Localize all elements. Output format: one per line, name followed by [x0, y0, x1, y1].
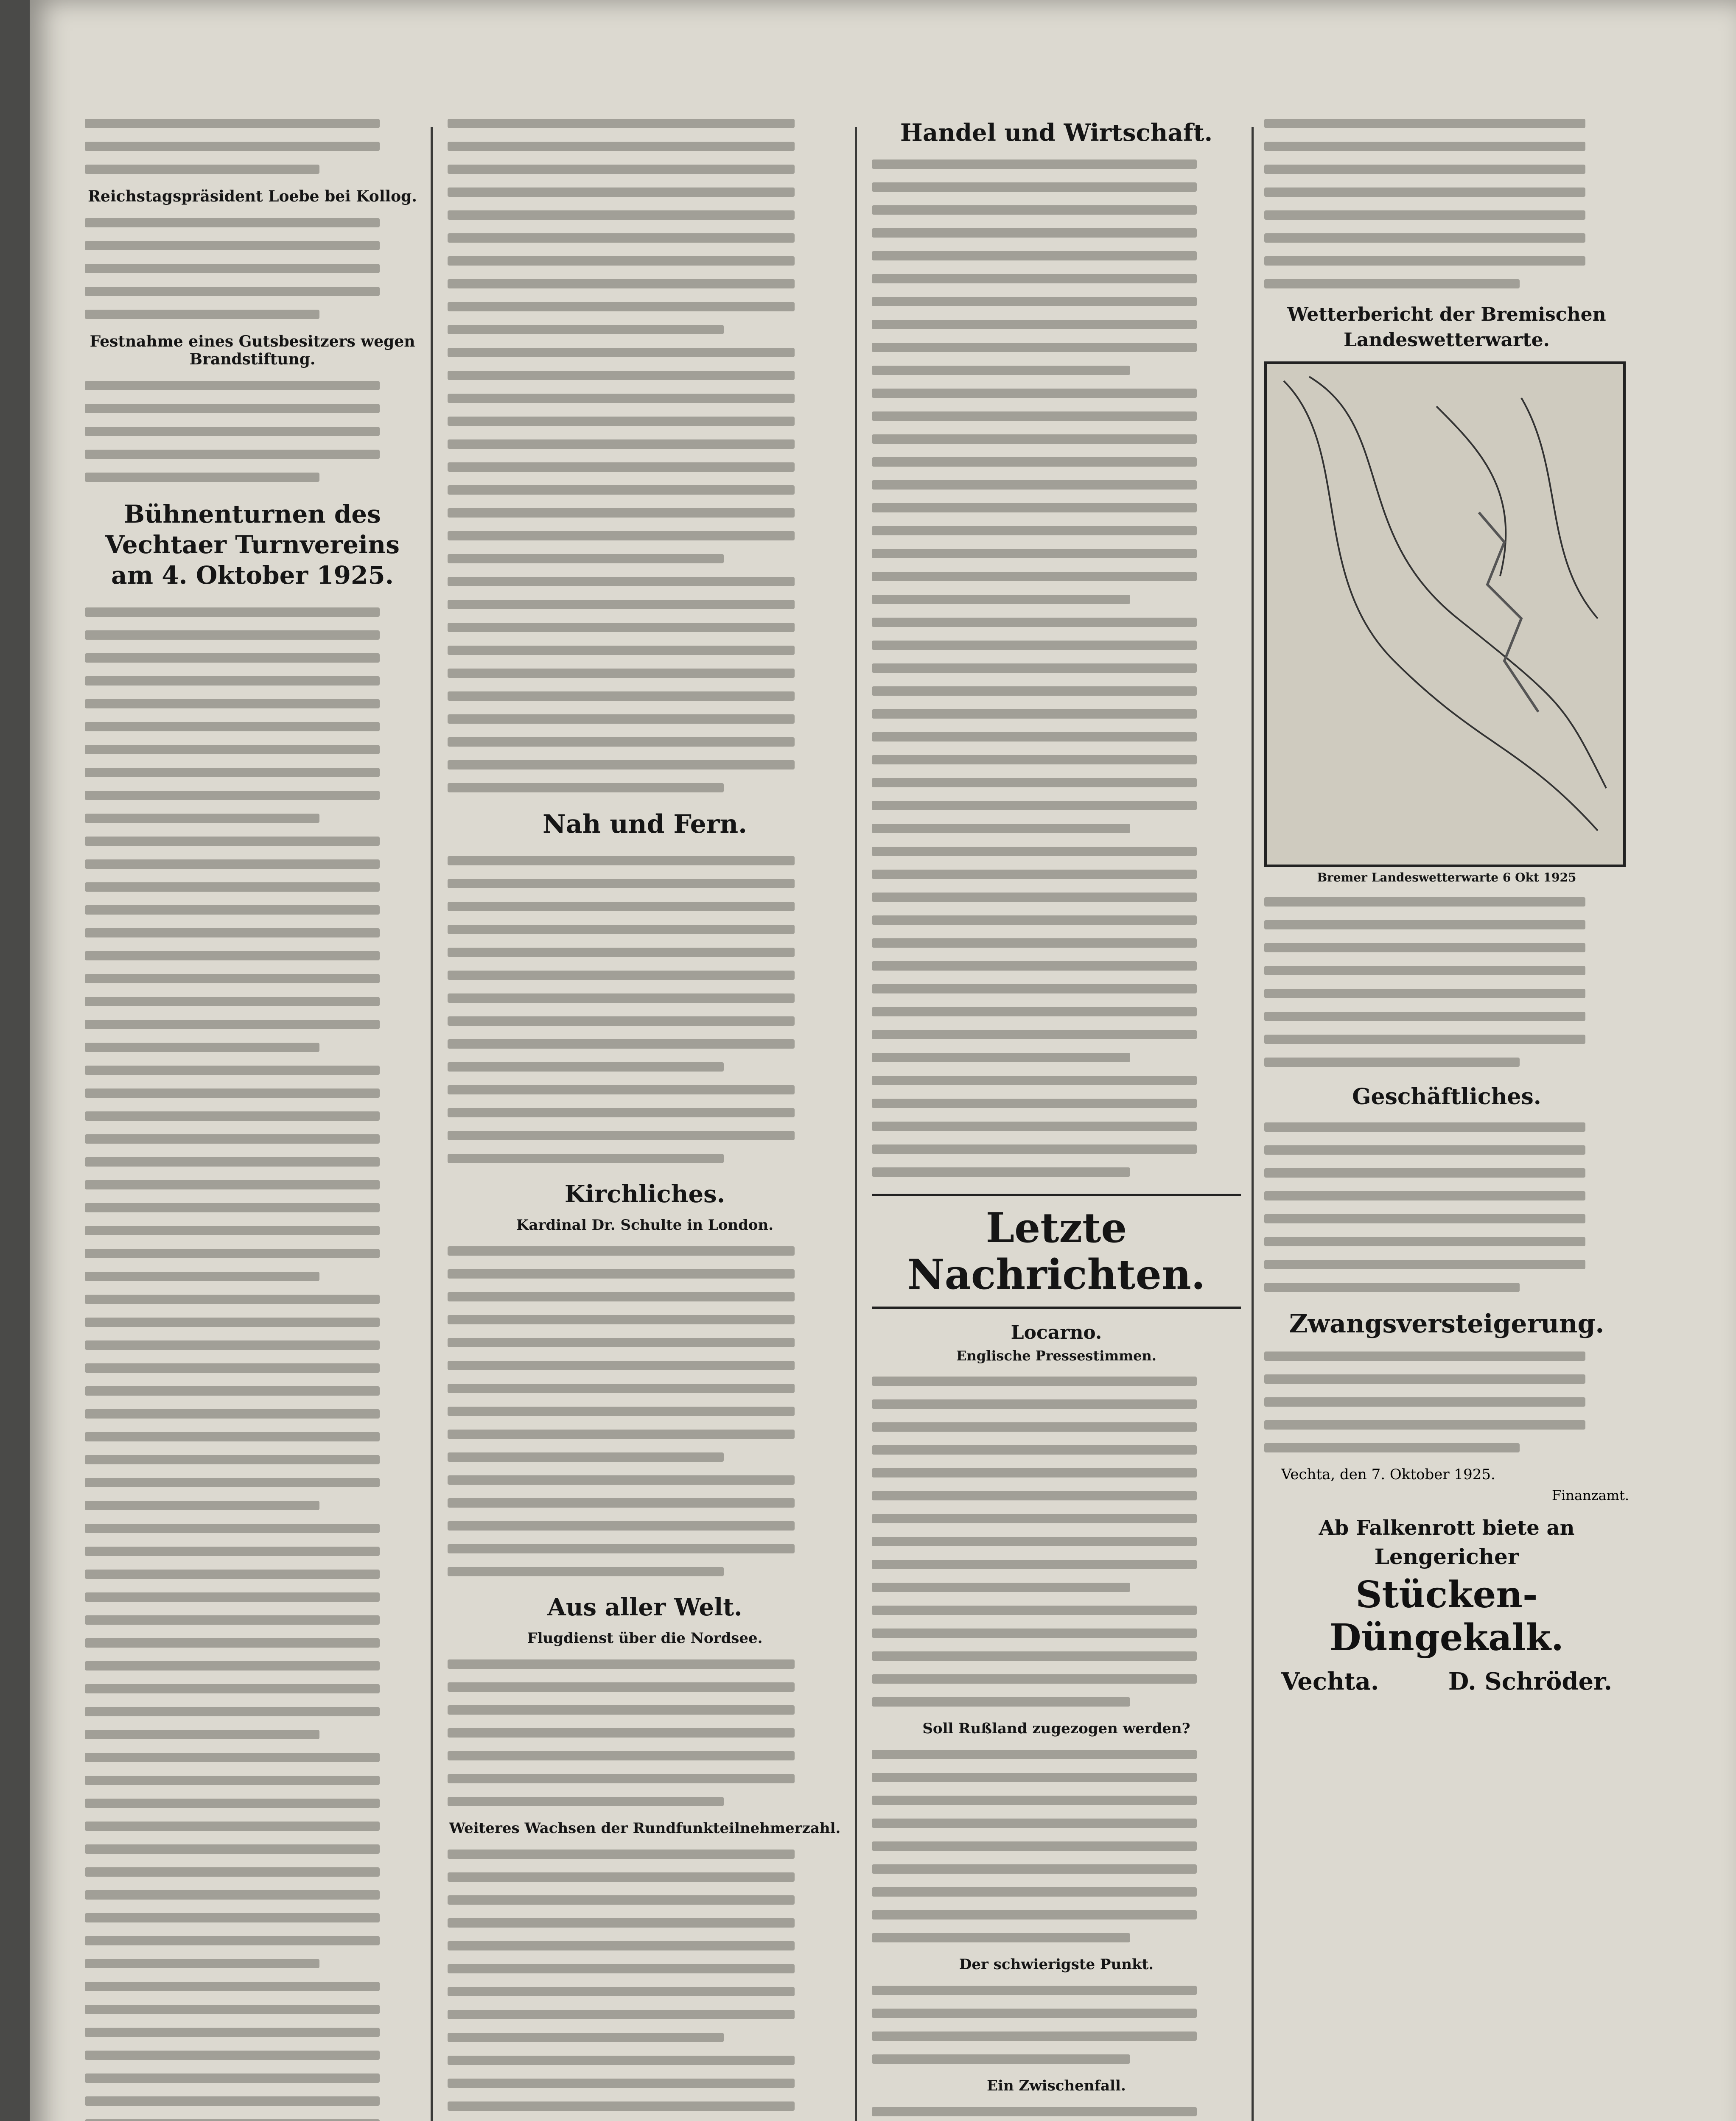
- ad-name: D. Schröder.: [1448, 1668, 1612, 1696]
- map-caption: Bremer Landeswetterwarte 6 Okt 1925: [1317, 870, 1576, 884]
- section-heading: Nah und Fern.: [543, 809, 747, 839]
- column-1: [85, 119, 420, 2121]
- section-heading: Wetterbericht der Bremischen Landeswetterwarte.: [1287, 304, 1606, 351]
- column-3: [872, 119, 1241, 2121]
- weather-map-graphic: [1267, 364, 1623, 865]
- ad-line-3: Stücken-Düngekalk.: [1330, 1573, 1564, 1659]
- column-rule: [431, 127, 433, 2121]
- subheading: Locarno.: [1011, 1322, 1102, 1343]
- auction-date: Vechta, den 7. Oktober 1925.: [1281, 1466, 1495, 1483]
- auction-signature: Finanzamt.: [1551, 1487, 1629, 1503]
- subheading: Reichstagspräsident Loebe bei Kollog.: [88, 187, 417, 205]
- section-heading: Aus aller Welt.: [547, 1593, 742, 1621]
- ad-city: Vechta.: [1281, 1668, 1379, 1696]
- section-heading: Letzte Nachrichten.: [872, 1194, 1241, 1309]
- column-rule: [855, 127, 857, 2121]
- column-4: [1264, 119, 1629, 1696]
- section-heading: Zwangsversteigerung.: [1289, 1309, 1604, 1339]
- column-rule: [1252, 127, 1254, 2121]
- section-heading: Kirchliches.: [564, 1180, 725, 1208]
- subheading: Kardinal Dr. Schulte in London.: [516, 1217, 774, 1234]
- section-heading: Bühnenturnen des Vechtaer Turnvereins am 4. Oktober 1925.: [105, 500, 400, 590]
- subheading: Festnahme eines Gutsbesitzers wegen Brandstiftung.: [90, 333, 415, 368]
- column-2: [448, 119, 842, 2121]
- subheading: Flugdienst über die Nordsee.: [527, 1630, 763, 1647]
- subheading: Weiteres Wachsen der Rundfunkteilnehmerzahl.: [449, 1820, 841, 1837]
- subheading: Soll Rußland zugezogen werden?: [922, 1720, 1190, 1737]
- subheading: Der schwierigste Punkt.: [959, 1956, 1154, 1973]
- weather-map: [1264, 361, 1626, 867]
- subheading: Ein Zwischenfall.: [987, 2077, 1126, 2094]
- section-heading: Handel und Wirtschaft.: [900, 119, 1213, 147]
- section-heading: Geschäftliches.: [1352, 1084, 1541, 1110]
- subheading: Englische Pressestimmen.: [956, 1348, 1156, 1364]
- newspaper-page: [30, 0, 1736, 2121]
- ad-line-1: Ab Falkenrott biete an: [1319, 1516, 1575, 1540]
- ad-line-2: Lengericher: [1374, 1544, 1519, 1569]
